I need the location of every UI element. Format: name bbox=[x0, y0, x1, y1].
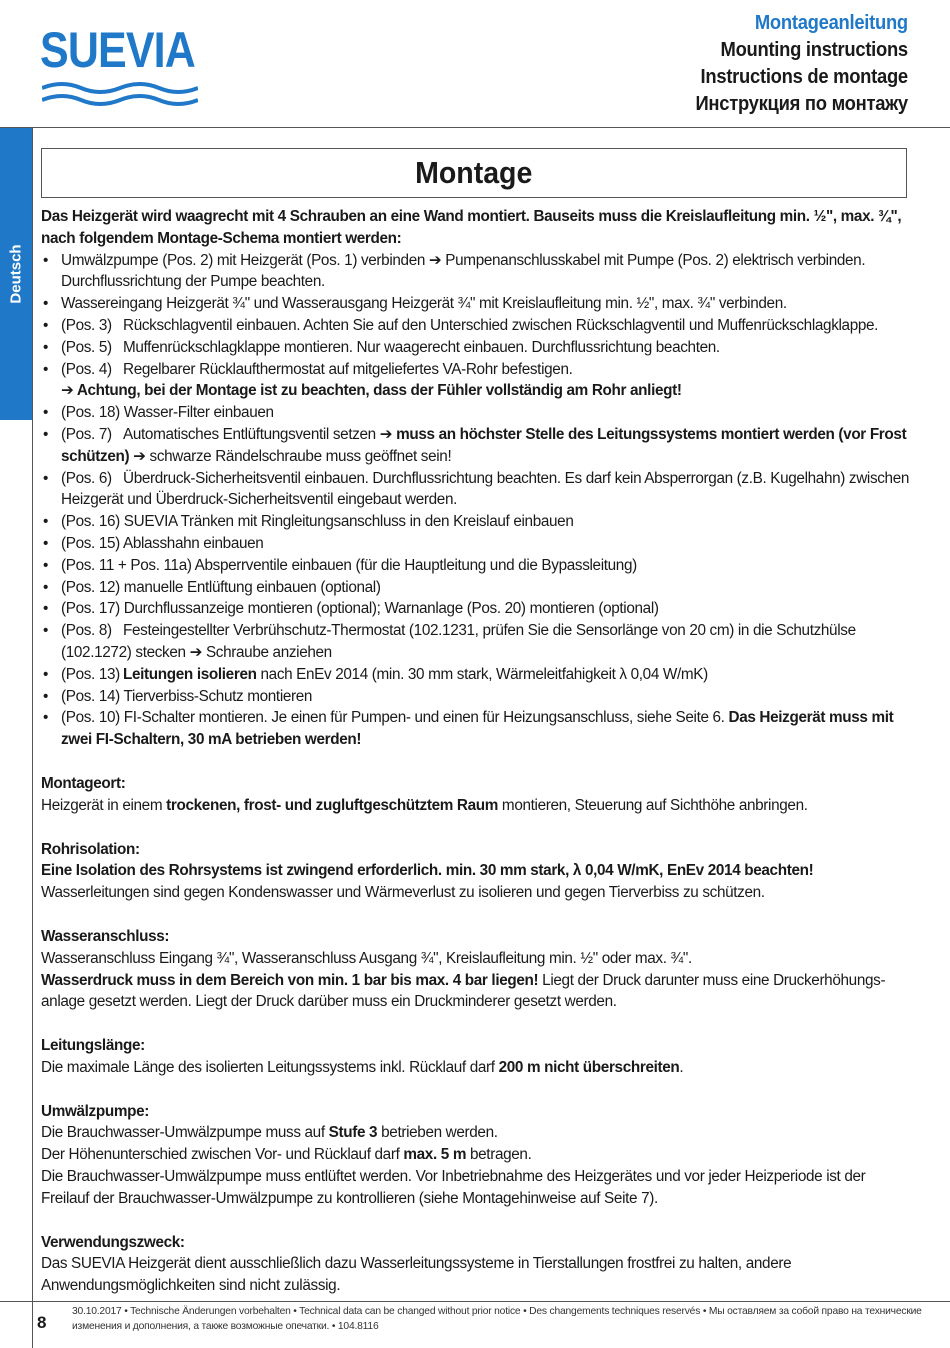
paragraph-emphasis: trockenen, frost- und zugluftgeschütztem Raum bbox=[166, 796, 499, 814]
title-english: Mounting instructions bbox=[720, 39, 908, 61]
list-item bbox=[41, 686, 911, 708]
title-french: Instructions de montage bbox=[700, 66, 908, 88]
section-paragraph bbox=[41, 1166, 911, 1210]
title-german: Montageanleitung bbox=[754, 12, 908, 34]
step-text: (Pos. 12) manuelle Entlüftung einbauen (optional) bbox=[61, 578, 381, 596]
position-label: (Pos. 13) bbox=[61, 665, 120, 683]
section-leitungslaenge bbox=[41, 1035, 911, 1079]
list-item bbox=[41, 315, 911, 337]
list-item bbox=[41, 359, 911, 381]
section-heading: Wasseranschluss: bbox=[41, 927, 170, 945]
step-text: Umwälzpumpe (Pos. 2) mit Heizgerät (Pos. 1) verbinden bbox=[61, 251, 426, 269]
step-emphasis: Leitungen isolieren bbox=[123, 665, 257, 683]
section-paragraph bbox=[41, 860, 911, 882]
page-number: 8 bbox=[37, 1313, 47, 1332]
list-item bbox=[41, 664, 911, 686]
header-divider bbox=[0, 127, 950, 128]
paragraph-emphasis: max. 5 m bbox=[403, 1146, 467, 1164]
step-text: Wassereingang Heizgerät ¾" und Wasserausgang Heizgerät ¾" mit Kreislaufleitung min. ½", max. ¾" verbinden. bbox=[61, 295, 787, 313]
paragraph-emphasis: Wasserdruck muss in dem Bereich von min. 1 bar bis max. 4 bar liegen! bbox=[41, 971, 539, 989]
paragraph-text: montieren, Steuerung auf Sichthöhe anbringen. bbox=[501, 796, 808, 814]
section-rohrisolation bbox=[41, 839, 911, 904]
step-text: Überdruck-Sicherheitsventil einbauen. Durchflussrichtung beachten. Es darf kein Absperrorgan (z.B. Kugelhahn) zwischen Heizgerät und Überdruck-Sicherheitsventil eingebaut werden. bbox=[61, 469, 910, 509]
paragraph-text: Der Höhenunterschied zwischen Vor- und Rücklauf darf bbox=[41, 1146, 400, 1164]
paragraph-emphasis: Eine Isolation des Rohrsystems ist zwingend erforderlich. min. 30 mm stark, λ 0,04 W/mK, EnEv 2014 beachten! bbox=[41, 862, 814, 880]
suevia-logo bbox=[40, 18, 200, 100]
list-item bbox=[41, 424, 911, 468]
mounting-steps-list bbox=[41, 250, 911, 751]
section-paragraph bbox=[41, 1057, 911, 1079]
section-heading: Rohrisolation: bbox=[41, 840, 140, 858]
logo-wordmark: SUEVIA bbox=[40, 22, 195, 78]
position-label: (Pos. 8) bbox=[61, 622, 112, 640]
arrow-right-icon: ➔ bbox=[428, 251, 442, 269]
paragraph-text: Die Brauchwasser-Umwälzpumpe muss auf bbox=[41, 1124, 325, 1142]
list-item bbox=[41, 620, 911, 664]
paragraph-text: Die Brauchwasser-Umwälzpumpe muss entlüftet werden. Vor Inbetriebnahme des Heizgerätes und vor jeder Heizperiode ist der Freilauf der Brauchwasser-Umwälzpumpe zu kontrollieren (siehe Montagehinweise auf Seite 7). bbox=[41, 1168, 866, 1207]
paragraph-emphasis: 200 m nicht überschreiten bbox=[498, 1058, 680, 1076]
section-paragraph bbox=[41, 1144, 911, 1166]
paragraph-text: Wasseranschluss Eingang ¾", Wasseranschluss Ausgang ¾", Kreislaufleitung min. ½" oder max. ¾". bbox=[41, 949, 692, 967]
section-heading: Verwendungszweck: bbox=[41, 1233, 185, 1251]
section-verwendungszweck bbox=[41, 1232, 911, 1297]
sidebar-divider bbox=[32, 128, 33, 1348]
list-item bbox=[41, 468, 911, 512]
step-text: nach EnEv 2014 (min. 30 mm stark, Wärmeleitfahigkeit λ 0,04 W/mK) bbox=[260, 665, 708, 683]
section-paragraph bbox=[41, 882, 911, 904]
list-item bbox=[41, 598, 911, 620]
paragraph-text: Wasserleitungen sind gegen Kondenswasser und Wärmeverlust zu isolieren und gegen Tierverbiss zu schützen. bbox=[41, 884, 765, 902]
section-heading: Montageort: bbox=[41, 774, 126, 792]
section-paragraph bbox=[41, 795, 911, 817]
warning-note bbox=[41, 380, 911, 402]
section-paragraph bbox=[41, 948, 911, 970]
arrow-right-icon: ➔ bbox=[379, 425, 393, 443]
intro-paragraph: Das Heizgerät wird waagrecht mit 4 Schrauben an eine Wand montiert. Bauseits muss die Kreislaufleitung min. ½", max. ¾", nach folgendem Montage-Schema montiert werden: bbox=[41, 208, 902, 247]
section-heading: Leitungslänge: bbox=[41, 1037, 145, 1055]
section-paragraph bbox=[41, 1122, 911, 1144]
position-label: (Pos. 3) bbox=[61, 316, 112, 334]
list-item bbox=[41, 533, 911, 555]
section-title-box bbox=[41, 148, 907, 198]
list-item bbox=[41, 402, 911, 424]
paragraph-text: Das SUEVIA Heizgerät dient ausschließlich dazu Wasserleitungssysteme in Tierstallungen frostfrei zu halten, andere Anwendungsmöglichkeiten sind nicht zulässig. bbox=[41, 1255, 792, 1295]
position-label: (Pos. 7) bbox=[61, 425, 112, 443]
section-heading: Umwälzpumpe: bbox=[41, 1102, 149, 1120]
title-russian: Инструкция по монтажу bbox=[695, 93, 908, 115]
step-text: (Pos. 14) Tierverbiss-Schutz montieren bbox=[61, 687, 313, 705]
step-emphasis: muss an höchster Stelle des Leitungssystems montiert werden (vor Frost schützen) bbox=[61, 425, 907, 465]
step-text: Schraube anziehen bbox=[205, 643, 332, 661]
list-item bbox=[41, 250, 911, 294]
step-text: (Pos. 18) Wasser-Filter einbauen bbox=[61, 404, 274, 422]
paragraph-emphasis: Stufe 3 bbox=[328, 1124, 378, 1142]
document-titles bbox=[677, 10, 908, 118]
section-paragraph bbox=[41, 970, 911, 1014]
section-montageort bbox=[41, 773, 911, 817]
list-item bbox=[41, 511, 911, 533]
paragraph-text: . bbox=[679, 1058, 684, 1076]
step-text: schwarze Rändelschraube muss geöffnet sein! bbox=[149, 447, 452, 465]
list-item bbox=[41, 707, 911, 751]
list-item bbox=[41, 293, 911, 315]
step-text: Muffenrückschlagklappe montieren. Nur waagerecht einbauen. Durchflussrichtung beachten. bbox=[123, 338, 720, 356]
paragraph-text: betrieben werden. bbox=[381, 1124, 498, 1142]
paragraph-text: betragen. bbox=[469, 1146, 532, 1164]
language-tab bbox=[0, 128, 32, 420]
main-content bbox=[41, 206, 911, 1297]
step-text: Festeingestellter Verbrühschutz-Thermostat (102.1231, prüfen Sie die Sensorlänge von 20 cm) in die Schutzhülse (102.1272) stecken bbox=[61, 622, 856, 661]
list-item bbox=[41, 577, 911, 599]
step-text: Rückschlagventil einbauen. Achten Sie auf den Unterschied zwischen Rückschlagventil und Muffenrückschlagklappe. bbox=[123, 316, 879, 334]
language-tab-label: Deutsch bbox=[7, 244, 25, 304]
step-text: Pumpenanschlusskabel mit Pumpe (Pos. 2) elektrisch verbinden. Durchflussrichtung der Pumpe beachten. bbox=[61, 251, 866, 291]
logo-wave-icon bbox=[42, 78, 198, 112]
paragraph-text: Heizgerät in einem bbox=[41, 796, 163, 814]
step-text: (Pos. 16) SUEVIA Tränken mit Ringleitungsanschluss in den Kreislauf einbauen bbox=[61, 513, 574, 531]
paragraph-text: Die maximale Länge des isolierten Leitungssystems inkl. Rücklauf darf bbox=[41, 1058, 495, 1076]
position-label: (Pos. 5) bbox=[61, 338, 112, 356]
section-umwaelzpumpe bbox=[41, 1101, 911, 1210]
arrow-right-icon: ➔ bbox=[133, 447, 146, 465]
section-wasseranschluss bbox=[41, 926, 911, 1013]
step-text: Regelbarer Rücklaufthermostat auf mitgeliefertes VA-Rohr befestigen. bbox=[123, 360, 573, 378]
step-text: (Pos. 10) FI-Schalter montieren. Je einen für Pumpen- und einen für Heizungsanschluss, siehe Seite 6. bbox=[61, 709, 725, 727]
list-item bbox=[41, 337, 911, 359]
step-text: (Pos. 17) Durchflussanzeige montieren (optional); Warnanlage (Pos. 20) montieren (optional) bbox=[61, 600, 659, 618]
arrow-right-icon: ➔ bbox=[61, 382, 74, 400]
footer-divider bbox=[0, 1301, 950, 1302]
step-text: (Pos. 15) Ablasshahn einbauen bbox=[61, 534, 264, 552]
step-emphasis: Das Heizgerät muss mit zwei FI-Schaltern, 30 mA betrieben werden! bbox=[61, 709, 894, 749]
step-text: Automatisches Entlüftungsventil setzen bbox=[123, 425, 376, 443]
footer-notice: 30.10.2017 • Technische Änderungen vorbehalten • Technical data can be changed without prior notice • Des changements techniques reservés • Мы оставляем за собой право на технические изменения и дополнения, а также возможные опечатки. • 104.8116 bbox=[72, 1306, 922, 1332]
position-label: (Pos. 4) bbox=[61, 360, 112, 378]
section-title: Montage bbox=[415, 155, 533, 190]
paragraph-text: Liegt der Druck darunter muss eine Druckerhöhungsanlage gesetzt werden. Liegt der Druck darüber muss ein Druckminderer gesetzt werden. bbox=[41, 971, 886, 1011]
section-paragraph bbox=[41, 1253, 911, 1297]
arrow-right-icon: ➔ bbox=[189, 643, 203, 661]
step-text: (Pos. 11 + Pos. 11a) Absperrventile einbauen (für die Hauptleitung und die Bypassleitung) bbox=[61, 556, 637, 574]
list-item bbox=[41, 555, 911, 577]
warning-text: Achtung, bei der Montage ist zu beachten, dass der Fühler vollständig am Rohr anliegt! bbox=[76, 382, 682, 400]
position-label: (Pos. 6) bbox=[61, 469, 112, 487]
